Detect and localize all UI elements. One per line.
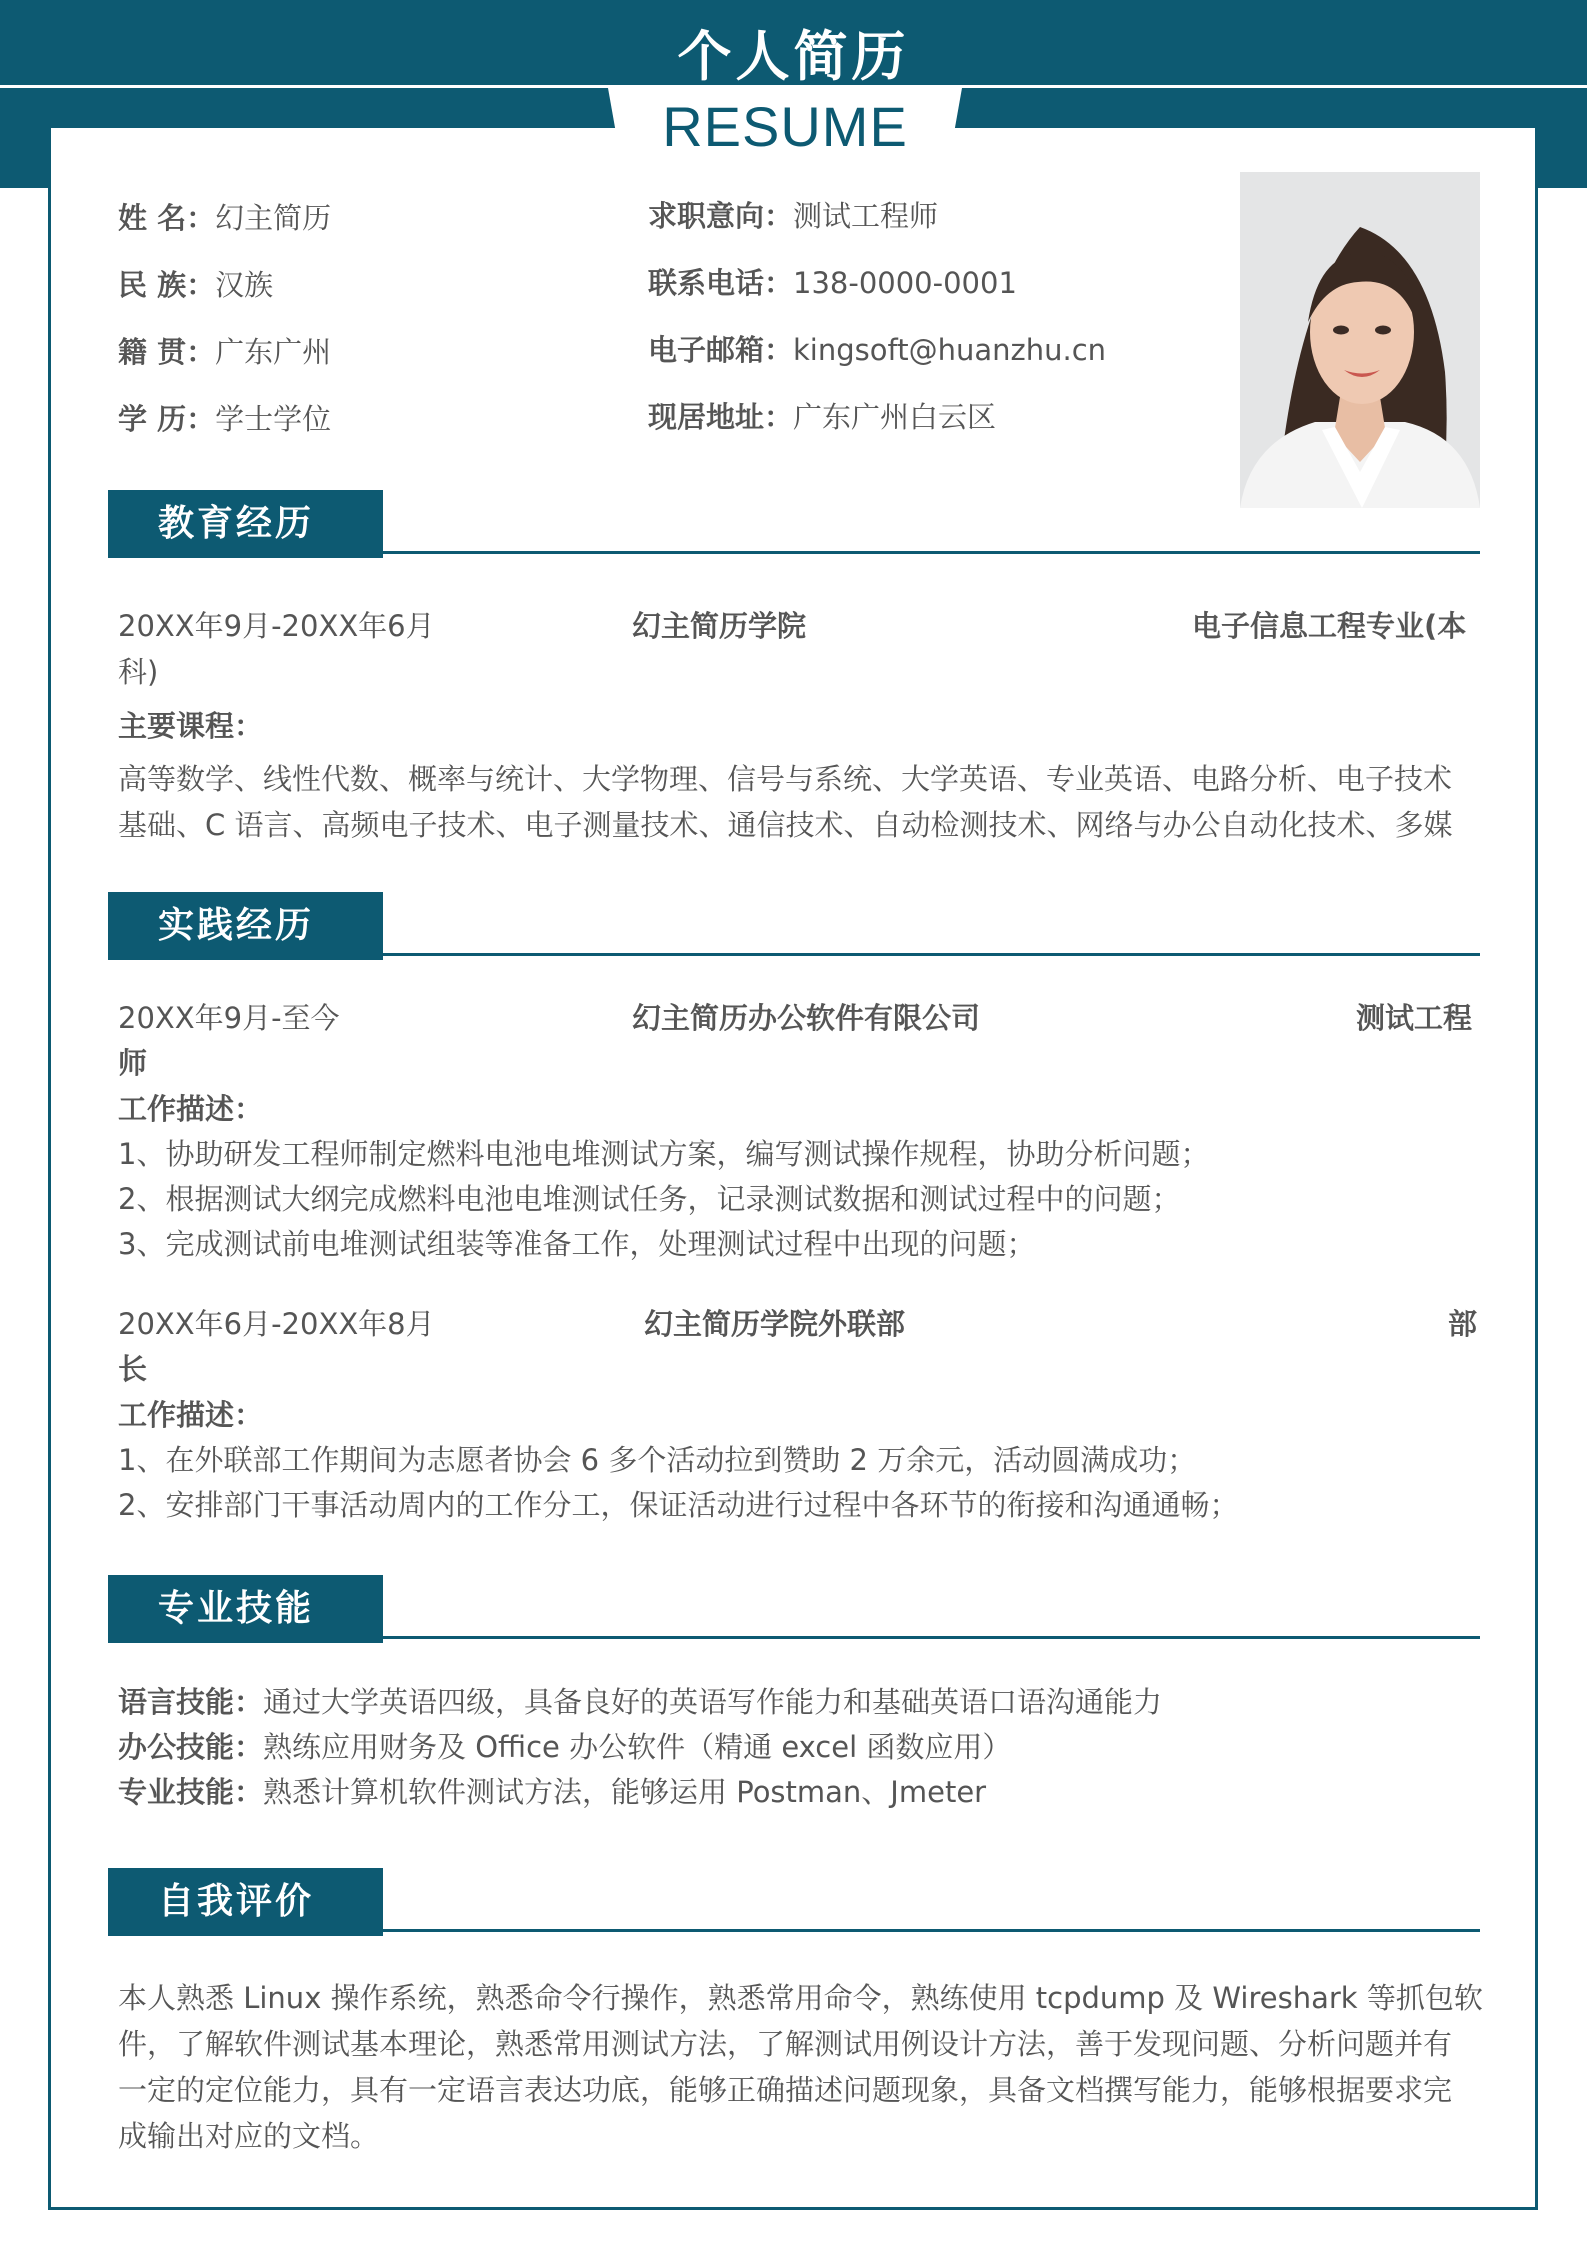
info-address — [648, 395, 996, 436]
skill-language-value: 通过大学英语四级，具备良好的英语写作能力和基础英语口语沟通能力 — [263, 1685, 1163, 1719]
info-email-value: kingsoft@huanzhu.cn — [793, 333, 1107, 367]
job2-desc-label: 工作描述： — [118, 1398, 264, 1432]
section-divider-skills — [108, 1636, 1480, 1639]
self-eval-line-4: 成输出对应的文档。 — [118, 2119, 380, 2153]
education-major: 电子信息工程专业(本 — [1192, 609, 1467, 643]
job1-company: 幻主简历办公软件有限公司 — [632, 1001, 981, 1035]
section-divider-practice — [108, 953, 1480, 956]
job1-role: 测试工程 — [1356, 1001, 1473, 1035]
info-address-label: 现居地址： — [648, 400, 794, 434]
info-phone-value: 138-0000-0001 — [793, 266, 1017, 300]
section-title-skills: 专业技能 — [108, 1575, 383, 1643]
skill-language — [118, 1680, 1162, 1721]
portrait-illustration — [1240, 172, 1480, 508]
resume-title-en: RESUME — [662, 95, 908, 158]
resume-title-cn: 个人简历 — [677, 25, 910, 88]
job1-desc-label: 工作描述： — [118, 1092, 264, 1126]
job2-role-wrap: 长 — [118, 1352, 148, 1386]
job2-item-1: 1、在外联部工作期间为志愿者协会 6 多个活动拉到赞助 2 万余元，活动圆满成功； — [118, 1443, 1197, 1477]
section-title-education: 教育经历 — [108, 490, 383, 558]
info-phone — [648, 261, 1017, 302]
education-major-wrap: 科) — [118, 655, 159, 689]
courses-line-1: 高等数学、线性代数、概率与统计、大学物理、信号与系统、大学英语、专业英语、电路分析、电子技术 — [118, 762, 1453, 796]
skill-office — [118, 1725, 1011, 1766]
info-email — [648, 328, 1106, 369]
info-education-value: 学士学位 — [215, 402, 332, 436]
info-name — [118, 196, 331, 237]
section-divider-education — [108, 551, 1480, 554]
courses-label: 主要课程： — [118, 709, 264, 743]
education-period: 20XX年9月-20XX年6月 — [118, 609, 435, 643]
job2-period: 20XX年6月-20XX年8月 — [118, 1307, 435, 1341]
job2-item-2: 2、安排部门干事活动周内的工作分工，保证活动进行过程中各环节的衔接和沟通通畅； — [118, 1488, 1239, 1522]
info-ethnicity — [118, 263, 273, 304]
skill-language-label: 语言技能： — [118, 1685, 264, 1719]
job1-item-2: 2、根据测试大纲完成燃料电池电堆测试任务，记录测试数据和测试过程中的问题； — [118, 1182, 1181, 1216]
info-ethnicity-value: 汉族 — [215, 268, 274, 302]
section-title-practice: 实践经历 — [108, 892, 383, 960]
self-eval-line-1: 本人熟悉 Linux 操作系统，熟悉命令行操作，熟悉常用命令，熟练使用 tcpdump 及 Wireshark 等抓包软 — [118, 1981, 1483, 2015]
info-hometown-label: 籍 贯： — [118, 335, 216, 369]
section-title-self-eval: 自我评价 — [108, 1868, 383, 1936]
info-objective-value: 测试工程师 — [793, 199, 939, 233]
job1-role-wrap: 师 — [118, 1046, 148, 1080]
education-school: 幻主简历学院 — [632, 609, 807, 643]
info-education-label: 学 历： — [118, 402, 216, 436]
job2-company: 幻主简历学院外联部 — [644, 1307, 906, 1341]
job1-item-3: 3、完成测试前电堆测试组装等准备工作，处理测试过程中出现的问题； — [118, 1227, 1036, 1261]
info-ethnicity-label: 民 族： — [118, 268, 216, 302]
courses-line-2: 基础、C 语言、高频电子技术、电子测量技术、通信技术、自动检测技术、网络与办公自动化技术、多媒 — [118, 808, 1453, 842]
profile-photo — [1240, 172, 1480, 508]
info-hometown — [118, 330, 331, 371]
section-divider-self-eval — [108, 1929, 1480, 1932]
info-phone-label: 联系电话： — [648, 266, 794, 300]
info-name-value: 幻主简历 — [215, 201, 332, 235]
skill-office-label: 办公技能： — [118, 1730, 264, 1764]
info-hometown-value: 广东广州 — [215, 335, 332, 369]
info-objective-label: 求职意向： — [648, 199, 794, 233]
job2-role: 部 — [1448, 1307, 1478, 1341]
job1-item-1: 1、协助研发工程师制定燃料电池电堆测试方案，编写测试操作规程，协助分析问题； — [118, 1137, 1210, 1171]
info-email-label: 电子邮箱： — [648, 333, 794, 367]
self-eval-line-2: 件，了解软件测试基本理论，熟悉常用测试方法，了解测试用例设计方法，善于发现问题、分析问题并有 — [118, 2027, 1453, 2061]
self-eval-line-3: 一定的定位能力，具有一定语言表达功底，能够正确描述问题现象，具备文档撰写能力，能够根据要求完 — [118, 2073, 1453, 2107]
skill-professional — [118, 1770, 986, 1811]
job1-period: 20XX年9月-至今 — [118, 1001, 340, 1035]
info-objective — [648, 194, 938, 235]
skill-office-value: 熟练应用财务及 Office 办公软件（精通 excel 函数应用） — [263, 1730, 1012, 1764]
skill-professional-label: 专业技能： — [118, 1775, 264, 1809]
skill-professional-value: 熟悉计算机软件测试方法，能够运用 Postman、Jmeter — [263, 1775, 987, 1809]
info-address-value: 广东广州白云区 — [793, 400, 997, 434]
info-education — [118, 397, 331, 438]
info-name-label: 姓 名： — [118, 201, 216, 235]
